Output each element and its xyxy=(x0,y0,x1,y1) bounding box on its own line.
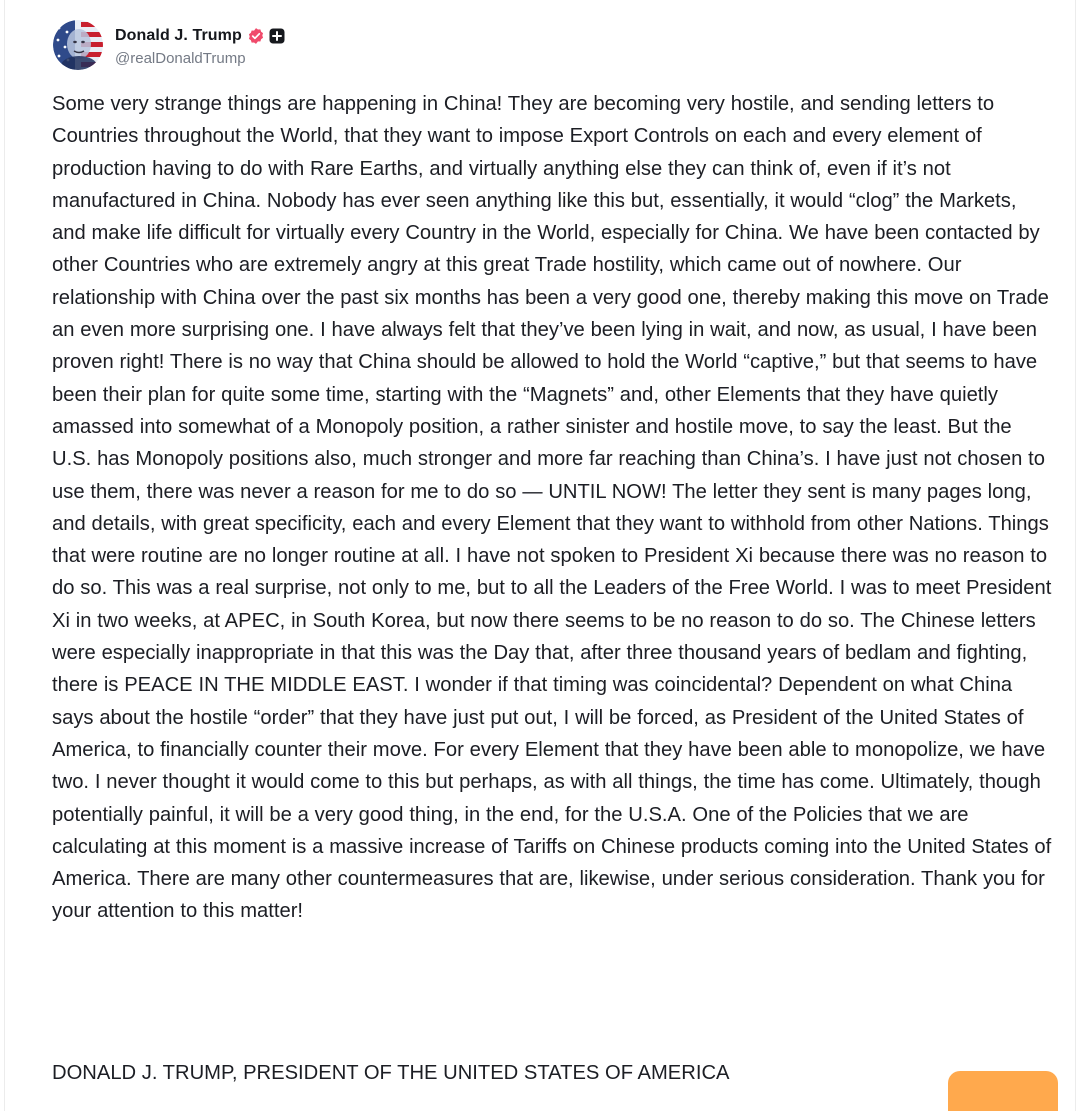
post-frame xyxy=(4,0,1076,1111)
author-names xyxy=(115,23,285,67)
post-text: Some very strange things are happening in China! They are becoming very hostile, and sending letters to Countries throughout the World, that they want to impose Export Controls on each and every element of production having to do with Rare Earths, and virtually anything else they can think of, even if it’s not manufactured in China. Nobody has ever seen anything like this but, essentially, it would “clog” the Markets, and make life difficult for virtually every Country in the World, especially for China. We have been contacted by other Countries who are extremely angry at this great Trade hostility, which came out of nowhere. Our relationship with China over the past six months has been a very good one, thereby making this move on Trade an even more surprising one. I have always felt that they’ve been lying in wait, and now, as usual, I have been proven right! There is no way that China should be allowed to hold the World “captive,” but that seems to have been their plan for quite some time, starting with the “Magnets” and, other Elements that they have quietly amassed into somewhat of a Monopoly position, a rather sinister and hostile move, to say the least. But the U.S. has Monopoly positions also, much stronger and more far reaching than China’s. I have just not chosen to use them, there was never a reason for me to do so — UNTIL NOW! The letter they sent is many pages long, and details, with great specificity, each and every Element that they want to withhold from other Nations. Things that were routine are no longer routine at all. I have not spoken to President Xi because there was no reason to do so. This was a real surprise, not only to me, but to all the Leaders of the Free World. I was to meet President Xi in two weeks, at APEC, in South Korea, but now there seems to be no reason to do so. The Chinese letters were especially inappropriate in that this was the Day that, after three thousand years of bedlam and fighting, there is PEACE IN THE MIDDLE EAST. I wonder if that timing was coincidental? Dependent on what China says about the hostile “order” that they have just put out, I will be forced, as President of the United States of America, to financially counter their move. For every Element that they have been able to monopolize, we have two. I never thought it would come to this but perhaps, as with all things, the time has come. Ultimately, though potentially painful, it will be a very good thing, in the end, for the U.S.A. One of the Policies that we are calculating at this moment is a massive increase of Tariffs on Chinese products coming into the United States of America. There are many other countermeasures that are, likewise, under serious consideration. Thank you for your attention to this matter! xyxy=(52,93,1052,923)
post-header xyxy=(53,18,285,72)
post-signature: DONALD J. TRUMP, PRESIDENT OF THE UNITED STATES OF AMERICA xyxy=(52,1062,730,1084)
floating-action-button[interactable] xyxy=(948,1071,1058,1111)
avatar-portrait-flag-icon xyxy=(53,20,103,70)
post-card xyxy=(5,0,1075,1111)
author-handle[interactable]: @realDonaldTrump xyxy=(115,50,246,67)
avatar[interactable] xyxy=(53,20,103,70)
author-name-row xyxy=(115,23,285,49)
plus-square-icon xyxy=(269,28,285,44)
verified-badge-icon xyxy=(247,27,265,45)
author-display-name[interactable]: Donald J. Trump xyxy=(115,27,242,44)
post-body xyxy=(52,88,1052,928)
